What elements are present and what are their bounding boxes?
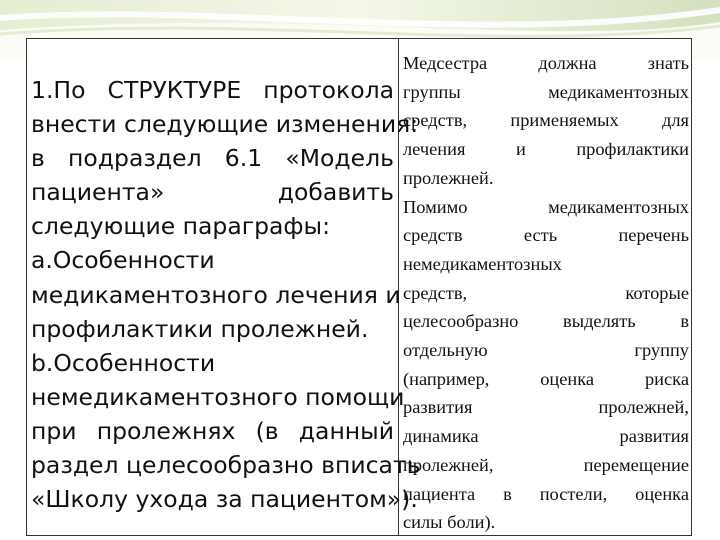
left-line: при пролежнях (в данный (31, 416, 394, 445)
right-line: развития пролежней, (403, 397, 689, 418)
left-column (27, 39, 421, 535)
left-line: профилактики пролежней. (31, 314, 369, 343)
left-line: «Школу ухода за пациентом»). (31, 485, 418, 514)
right-line: средств есть перечень (403, 225, 689, 246)
right-line: целесообразно выделять в (403, 311, 689, 332)
left-line: пациента» добавить (31, 178, 394, 207)
left-line: следующие параграфы: (31, 212, 330, 241)
left-line: медикаментозного лечения и (31, 280, 401, 309)
right-line: Помимо медикаментозных (403, 196, 689, 217)
right-line: отдельную группу (403, 340, 689, 361)
right-line: средств, которые (403, 282, 689, 303)
left-line: внести следующие изменения: (31, 110, 419, 139)
content-table (26, 38, 692, 536)
right-line: пациента в постели, оценка (403, 483, 689, 504)
left-line: раздел целесообразно вписать (31, 451, 421, 480)
right-line: немедикаментозных (403, 253, 562, 274)
left-line: 1.По СТРУКТУРЕ протокола (31, 76, 394, 104)
left-line: a.Особенности (31, 246, 215, 275)
right-line: средств, применяемых для (403, 110, 689, 131)
right-line: пролежней, перемещение (403, 454, 689, 475)
right-line: лечения и профилактики (403, 139, 689, 160)
left-line: немедикаментозного помощи (31, 382, 405, 411)
right-line: Медсестра должна знать (403, 53, 689, 73)
left-line: в подраздел 6.1 «Модель (31, 144, 394, 173)
left-line: b.Особенности (31, 348, 216, 377)
right-column (399, 39, 691, 535)
right-line: пролежней. (403, 167, 494, 188)
right-line: группы медикаментозных (403, 81, 689, 102)
right-line: динамика развития (403, 426, 689, 447)
right-line: (например, оценка риска (403, 368, 689, 389)
right-line: силы боли). (403, 512, 496, 533)
